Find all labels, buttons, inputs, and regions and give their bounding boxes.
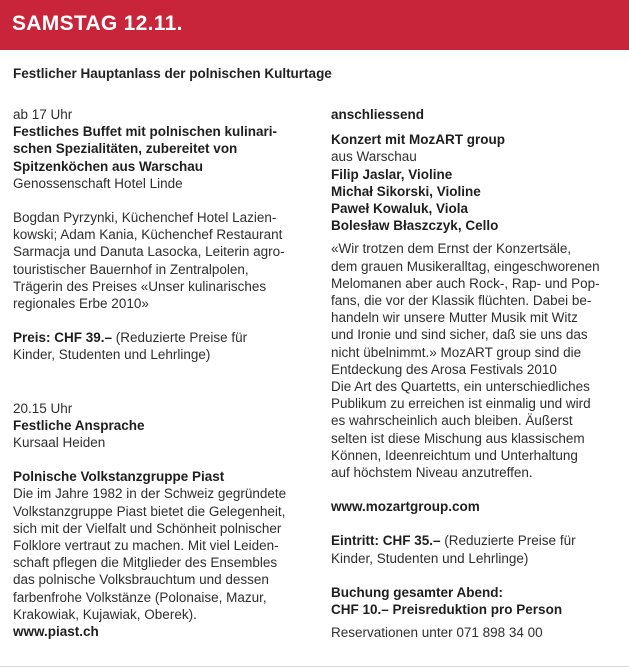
buffet-price-note: (Reduzierte Preise für Kinder, Studenten und Lehrlinge) xyxy=(13,330,248,363)
musician-2: Michał Sikorski, Violine xyxy=(331,183,481,199)
left-column xyxy=(13,106,303,640)
date-heading: SAMSTAG 12.11. xyxy=(12,12,183,35)
date-header-bar xyxy=(0,0,629,50)
concert-title: Konzert mit MozART group xyxy=(331,132,505,148)
buffet-price-label: Preis: CHF 39.– xyxy=(13,330,113,346)
dance-group-title: Polnische Volkstanzgruppe Piast xyxy=(13,469,225,485)
booking-discount: CHF 10.– Preisreduktion pro Person xyxy=(331,602,563,618)
buffet-title: Festliches Buffet mit polnischen kulinari- schen Spezialitäten, zubereitet von Spitzenköchen aus Warschau xyxy=(13,124,278,174)
entry-price-label: Eintritt: CHF 35.– xyxy=(331,533,441,549)
buffet-price xyxy=(13,329,303,363)
speech-venue: Kursaal Heiden xyxy=(13,435,106,451)
concert-entry xyxy=(331,532,611,566)
reservation-phone: Reservationen unter 071 898 34 00 xyxy=(331,625,543,641)
event-subtitle: Festlicher Hauptanlass der polnischen Kulturtage xyxy=(13,66,332,81)
buffet-time: ab 17 Uhr xyxy=(13,107,73,122)
speech-title: Festliche Ansprache xyxy=(13,417,145,433)
musician-1: Filip Jaslar, Violine xyxy=(331,166,453,182)
concert-origin: aus Warschau xyxy=(331,149,417,165)
speech-time: 20.15 Uhr xyxy=(13,400,73,416)
buffet-chefs-text: Bogdan Pyrzynki, Küchenchef Hotel Lazien- kowski; Adam Kania, Küchenchef Restaurant Sarmacja und Danuta Lasocka, Leiterin agro- touristischer Bauernhof in Zentralpolen, Trägerin des Preises «Unser kulinarisches regionales Erbe 2010» xyxy=(13,210,285,312)
right-column xyxy=(331,106,611,641)
musician-4: Bolesław Błaszczyk, Cello xyxy=(331,218,499,234)
mozart-link[interactable]: www.mozartgroup.com xyxy=(331,499,480,515)
piast-link[interactable]: www.piast.ch xyxy=(13,624,99,640)
concert-description: «Wir trotzen dem Ernst der Konzertsäle, dem grauen Musikeralltag, eingeschworenen Melomanen aber auch Rock-, Rap- und Pop- fans, die vor der Klassik flüchten. Dabei be- handeln wir unsere Mutter Musik mit Witz und Ironie und sind sicher, daß sie uns das nicht übelnimmt.» MozART group sind die Entdeckung des Arosa Festivals 2010 Die Art des Quartetts, ein unterschiedliches Publikum zu erreichen ist einmalig und wird es wahrscheinlich auch bleiben. Äußerst selten ist diese Mischung aus klassischem Können, Ideenreichtum und Unterhaltung auf höchstem Niveau anzutreffen. xyxy=(331,241,600,481)
after-label: anschliessend xyxy=(331,107,425,122)
entry-price-note: (Reduzierte Preise für Kinder, Studenten und Lehrlinge) xyxy=(331,533,576,566)
buffet-venue: Genossenschaft Hotel Linde xyxy=(13,175,183,191)
musician-3: Paweł Kowaluk, Viola xyxy=(331,201,469,217)
booking-heading: Buchung gesamter Abend: xyxy=(331,584,504,600)
dance-group-text: Die im Jahre 1982 in der Schweiz gegründete Volkstanzgruppe Piast bietet die Gelegenheit, sich mit der Vielfalt und Schönheit polnischer Folklore vertraut zu machen. Mit viel Leiden- schaft pflegen die Mitglieder des Ensembles das polnische Volksbrauchtum und dessen farbenfrohe Volkstänze (Polonaise, Mazur, Krakowiak, Kujawiak, Oberek). xyxy=(13,486,287,622)
